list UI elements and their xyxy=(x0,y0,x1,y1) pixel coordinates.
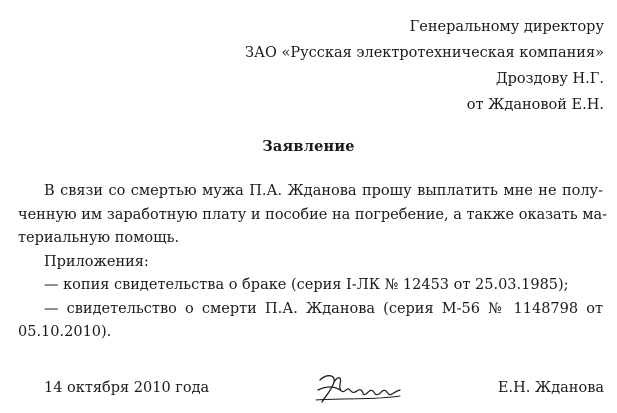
addressee-block xyxy=(245,14,604,118)
signature-row xyxy=(0,376,617,406)
paragraph-line: териальную помощь. xyxy=(18,230,180,246)
signer-name: Е.Н. Жданова xyxy=(497,380,604,396)
paragraph-line: В связи со смертью мужа П.А. Жданова прошу выплатить мне не полу- xyxy=(44,183,603,199)
attachments-heading: Приложения: xyxy=(44,253,149,270)
attachment-item: — свидетельство о смерти П.А. Жданова (серия М-56 № 1148798 от xyxy=(44,300,603,317)
addressee-company: ЗАО «Русская электротехническая компания» xyxy=(245,45,604,61)
handwritten-signature xyxy=(312,370,404,408)
document-body xyxy=(18,180,608,345)
document-date: 14 октября 2010 года xyxy=(44,380,210,396)
attachment-item-continuation: 05.10.2010). xyxy=(18,324,112,340)
sender-name: от Ждановой Е.Н. xyxy=(466,97,604,113)
addressee-position: Генеральному директору xyxy=(409,19,604,35)
document-title: Заявление xyxy=(262,138,355,155)
attachment-item: — копия свидетельства о браке (серия I-ЛК № 12453 от 25.03.1985); xyxy=(44,277,569,293)
paragraph-line: ченную им заработную плату и пособие на погребение, а также оказать ма- xyxy=(18,206,608,223)
addressee-name: Дроздову Н.Г. xyxy=(495,71,604,87)
